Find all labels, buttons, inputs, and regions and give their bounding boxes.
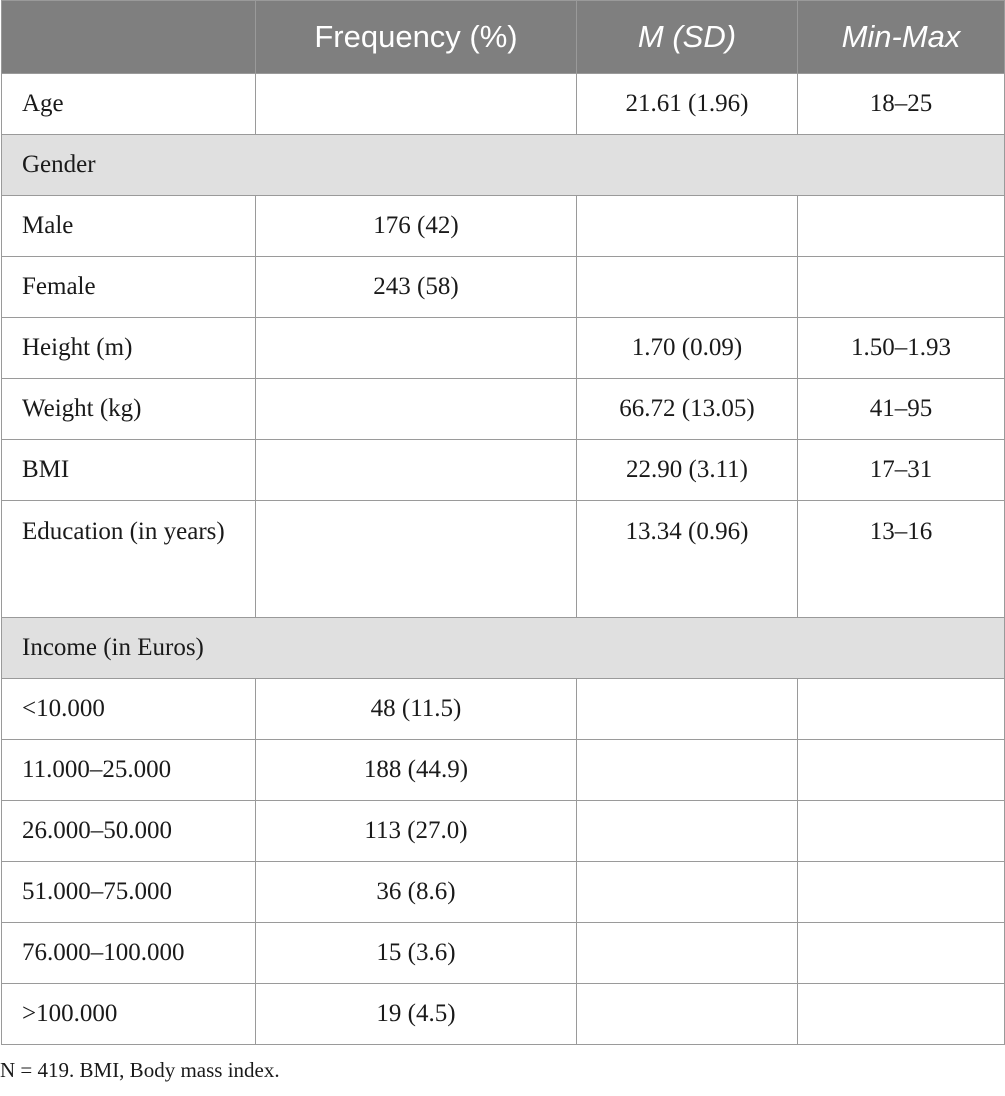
min-max-cell: 13–16 [798,501,1005,618]
frequency-cell [256,440,577,501]
row-label: Height (m) [2,318,256,379]
mean-sd-cell [577,679,798,740]
frequency-cell [256,501,577,618]
frequency-cell [256,318,577,379]
min-max-cell: 17–31 [798,440,1005,501]
section-header-row [2,618,1005,679]
min-max-cell: 41–95 [798,379,1005,440]
header-mean-sd: M (SD) [577,1,798,74]
header-frequency: Frequency (%) [256,1,577,74]
row-label: Female [2,257,256,318]
table-row [2,740,1005,801]
row-label: >100.000 [2,984,256,1045]
min-max-cell [798,984,1005,1045]
row-label: Age [2,74,256,135]
row-label: 51.000–75.000 [2,862,256,923]
section-label: Income (in Euros) [2,618,1005,679]
table-row [2,984,1005,1045]
table-row [2,801,1005,862]
row-label: <10.000 [2,679,256,740]
demographics-table [1,0,1005,1045]
min-max-cell: 18–25 [798,74,1005,135]
frequency-cell: 15 (3.6) [256,923,577,984]
section-label: Gender [2,135,1005,196]
header-label-column [2,1,256,74]
mean-sd-cell [577,801,798,862]
table-footnote: N = 419. BMI, Body mass index. [0,1058,280,1082]
min-max-cell [798,679,1005,740]
frequency-cell: 19 (4.5) [256,984,577,1045]
mean-sd-cell [577,196,798,257]
frequency-cell: 243 (58) [256,257,577,318]
row-label: Education (in years) [2,501,256,618]
table-row [2,862,1005,923]
mean-sd-cell: 22.90 (3.11) [577,440,798,501]
min-max-cell: 1.50–1.93 [798,318,1005,379]
mean-sd-cell: 1.70 (0.09) [577,318,798,379]
mean-sd-cell: 13.34 (0.96) [577,501,798,618]
mean-sd-cell: 66.72 (13.05) [577,379,798,440]
frequency-cell [256,379,577,440]
table-row [2,74,1005,135]
row-label: 11.000–25.000 [2,740,256,801]
table-row [2,679,1005,740]
frequency-cell: 188 (44.9) [256,740,577,801]
min-max-cell [798,801,1005,862]
mean-sd-cell [577,257,798,318]
row-label: 26.000–50.000 [2,801,256,862]
table-header-row [2,1,1005,74]
min-max-cell [798,923,1005,984]
header-min-max: Min-Max [798,1,1005,74]
frequency-cell: 176 (42) [256,196,577,257]
mean-sd-cell [577,984,798,1045]
frequency-cell: 48 (11.5) [256,679,577,740]
row-label: 76.000–100.000 [2,923,256,984]
table-row [2,379,1005,440]
min-max-cell [798,196,1005,257]
min-max-cell [798,740,1005,801]
mean-sd-cell [577,923,798,984]
section-header-row [2,135,1005,196]
mean-sd-cell: 21.61 (1.96) [577,74,798,135]
table-row [2,501,1005,618]
mean-sd-cell [577,862,798,923]
min-max-cell [798,862,1005,923]
table-row [2,318,1005,379]
frequency-cell: 113 (27.0) [256,801,577,862]
row-label: BMI [2,440,256,501]
row-label: Male [2,196,256,257]
frequency-cell [256,74,577,135]
mean-sd-cell [577,740,798,801]
table-body [2,74,1005,1045]
min-max-cell [798,257,1005,318]
table-row [2,923,1005,984]
table-row [2,196,1005,257]
table-row [2,257,1005,318]
frequency-cell: 36 (8.6) [256,862,577,923]
row-label: Weight (kg) [2,379,256,440]
table-row [2,440,1005,501]
